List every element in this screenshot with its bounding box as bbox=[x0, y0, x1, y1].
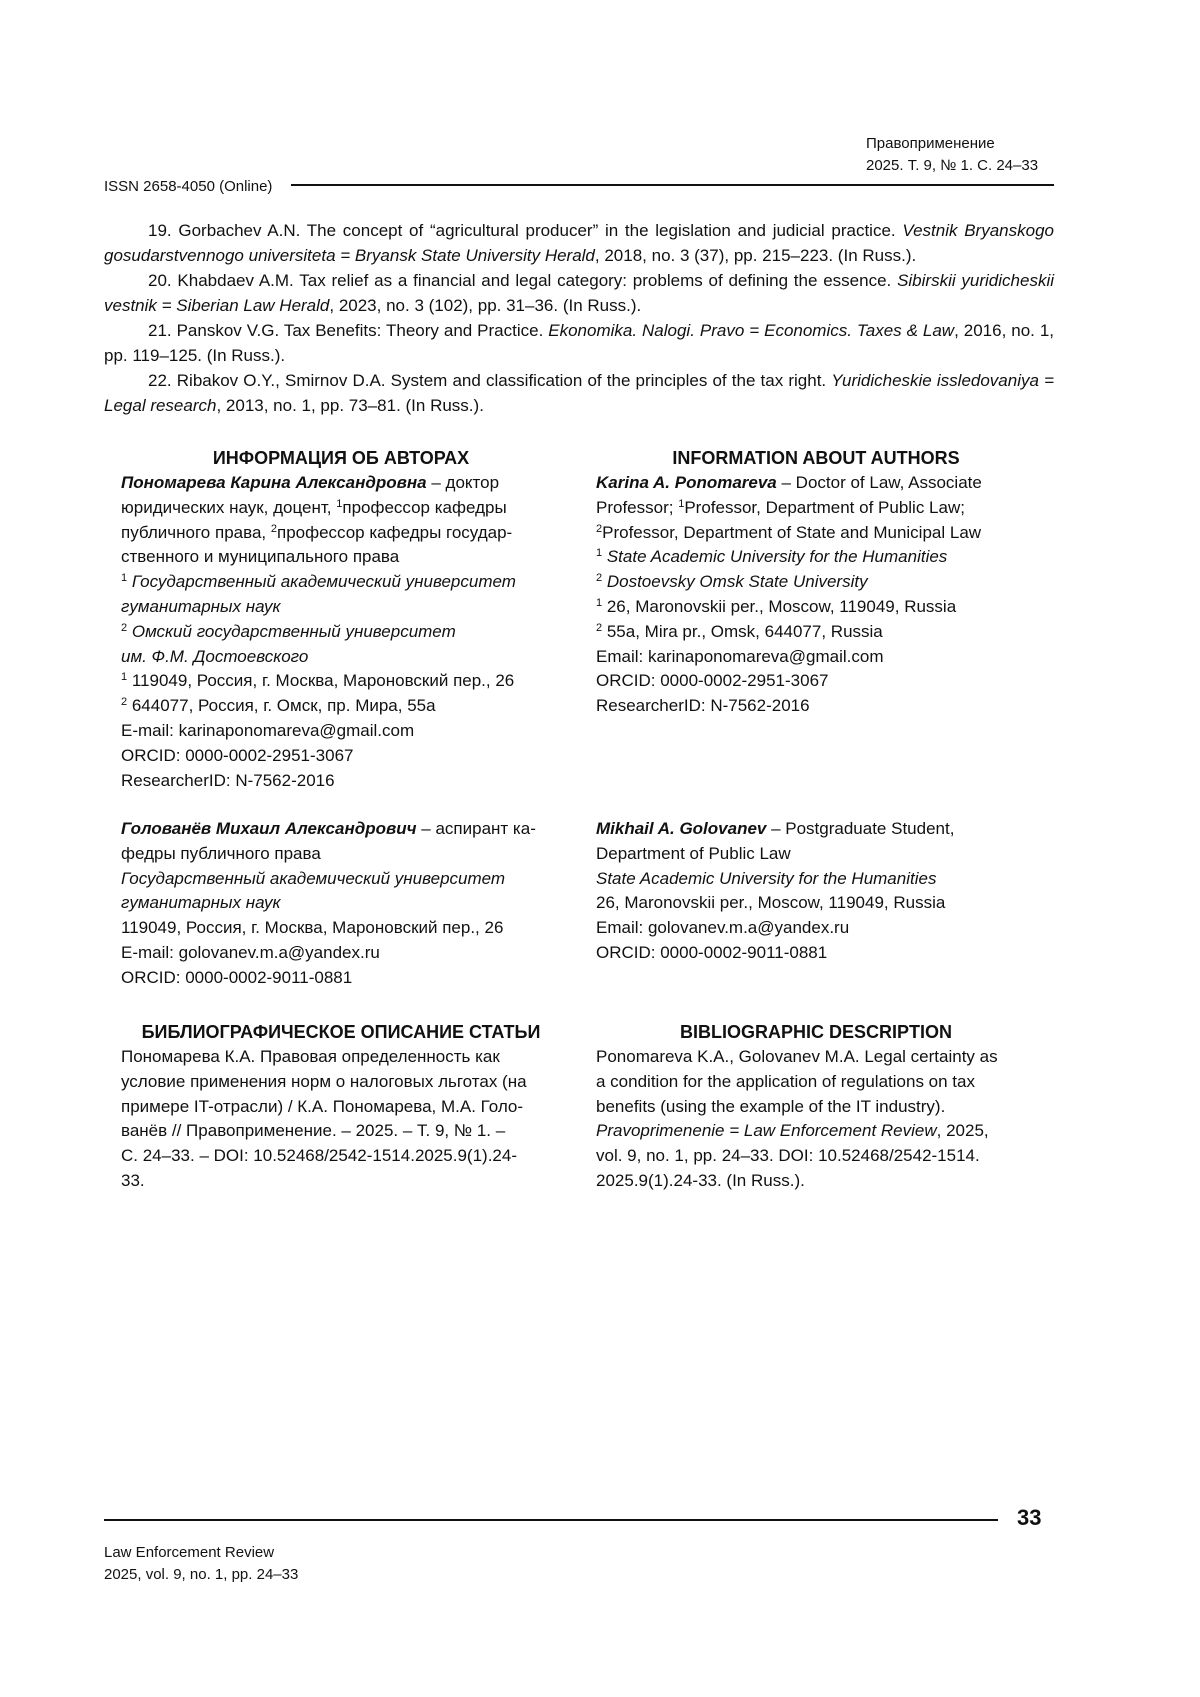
author-researcher-id: ResearcherID: N-7562-2016 bbox=[121, 770, 335, 790]
bibliographic-description-en: BIBLIOGRAPHIC DESCRIPTION Ponomareva K.A., Golovanev M.A. Legal certainty as a condition for the application of regulations on tax benefits (using the example of the IT industry). Pravoprimenenie = Law Enforcement Review, 2025, vol. 9, no. 1, pp. 24–33. DOI: 10.52468/2542-1514. 2025.9(1).24-33. (In Russ.). bbox=[596, 1019, 1036, 1194]
issue-info-ru: 2025. Т. 9, № 1. С. 24–33 bbox=[866, 157, 1039, 174]
author-name: Голованёв Михаил Александрович bbox=[121, 819, 417, 838]
section-heading: ИНФОРМАЦИЯ ОБ АВТОРАХ bbox=[212, 448, 470, 468]
reference-item: 21. Panskov V.G. Tax Benefits: Theory and Practice. Ekonomika. Nalogi. Pravo = Economics. Taxes & Law, 2016, no. 1, pp. 119–125. (In Russ.). bbox=[104, 321, 1054, 365]
authors-info-ru bbox=[121, 445, 561, 793]
author-email: Email: karinaponomareva@gmail.com bbox=[596, 646, 884, 666]
reference-item: 22. Ribakov O.Y., Smirnov D.A. System and classification of the principles of the tax right. Yuridicheskie issledovaniya = Legal research, 2013, no. 1, pp. 73–81. (In Russ.). bbox=[104, 371, 1055, 415]
author-block: Голованёв Михаил Александрович – аспирант ка- федры публичного права Государственный академический университет гуманитарных наук 119049, Россия, г. Москва, Мароновский пер., 26 E-mail: golovanev.m.a@yandex.ru ORCID: 0000-0002-9011-0881 bbox=[121, 817, 561, 991]
author-researcher-id: ResearcherID: N-7562-2016 bbox=[596, 696, 810, 716]
author-name: Mikhail A. Golovanev bbox=[596, 819, 767, 838]
reference-item: 20. Khabdaev A.M. Tax relief as a financial and legal category: problems of defining the essence. Sibirskii yuridicheskii vestnik = Siberian Law Herald, 2023, no. 3 (102), pp. 31–36. (In Russ.). bbox=[104, 271, 1054, 315]
issn-label: ISSN 2658-4050 (Online) bbox=[104, 178, 273, 195]
header-divider bbox=[291, 184, 1054, 186]
author-block: Пономарева Карина Александровна – доктор юридических наук, доцент, $^1$профессор кафедры публичного права, $^2$профессор кафедры государ- ственного и муниципального права $^1$ Государственный академический университет гуманитарных наук $^2$ Омский государственный университет им. Ф.М. Достоевского $^1$ 119049, Россия, г. Москва, Мароновский пер., 26 $^2$ 644077, Россия, г. Омск, пр. Мира, 55а E-mail: karinaponomareva@gmail.com ORCID: 0000-0002-2951-3067 ResearcherID: N-7562-2016 bbox=[121, 471, 561, 793]
author-block: Mikhail A. Golovanev – Postgraduate Student, Department of Public Law State Academic University for the Humanities 26, Maronovskii per., Moscow, 119049, Russia Email: golovanev.m.a@yandex.ru ORCID: 0000-0002-9011-0881 bbox=[596, 817, 1036, 966]
journal-title-ru: Правоприменение bbox=[866, 135, 995, 152]
author-orcid: ORCID: 0000-0002-2951-3067 bbox=[121, 745, 354, 765]
authors-info-en bbox=[596, 445, 1036, 719]
bibliographic-description-ru: БИБЛИОГРАФИЧЕСКОЕ ОПИСАНИЕ СТАТЬИ Пономарева К.А. Правовая определенность как условие применения норм о налоговых льготах (на примере IT-отрасли) / К.А. Пономарева, М.А. Голо- ванёв // Правоприменение. – 2025. – Т. 9, № 1. – С. 24–33. – DOI: 10.52468/2542-1514.2025.9(1).24- 33. bbox=[121, 1019, 561, 1194]
author-orcid: ORCID: 0000-0002-9011-0881 bbox=[121, 967, 353, 987]
author-email: Email: golovanev.m.a@yandex.ru bbox=[596, 918, 850, 938]
author-orcid: ORCID: 0000-0002-2951-3067 bbox=[596, 671, 829, 691]
author-name: Пономарева Карина Александровна bbox=[121, 473, 427, 492]
section-heading: BIBLIOGRAPHIC DESCRIPTION bbox=[679, 1022, 952, 1042]
issue-info-en: 2025, vol. 9, no. 1, pp. 24–33 bbox=[104, 1566, 299, 1583]
section-heading: INFORMATION ABOUT AUTHORS bbox=[672, 448, 960, 468]
reference-item: 19. Gorbachev A.N. The concept of “agricultural producer” in the legislation and judicial practice. Vestnik Bryanskogo gosudarstvennogo universiteta = Bryansk State University Herald, 2018, no. 3 (37), pp. 215–223. (In Russ.). bbox=[104, 221, 1054, 265]
running-footer-en bbox=[104, 1542, 298, 1586]
running-header-ru bbox=[866, 133, 1038, 177]
author-orcid: ORCID: 0000-0002-9011-0881 bbox=[596, 942, 828, 962]
author-email: E-mail: karinaponomareva@gmail.com bbox=[121, 720, 415, 740]
author-name: Karina A. Ponomareva bbox=[596, 473, 777, 492]
references-list bbox=[104, 218, 1054, 418]
journal-title-en: Law Enforcement Review bbox=[104, 1544, 275, 1561]
author-block: Karina A. Ponomareva – Doctor of Law, Associate Professor; $^1$Professor, Department of Public Law; $^2$Professor, Department of State and Municipal Law $^1$ State Academic University for the Humanities $^2$ Dostoevsky Omsk State University $^1$ 26, Maronovskii per., Moscow, 119049, Russia $^2$ 55a, Mira pr., Omsk, 644077, Russia Email: karinaponomareva@gmail.com ORCID: 0000-0002-2951-3067 ResearcherID: N-7562-2016 bbox=[596, 471, 1036, 719]
section-heading: БИБЛИОГРАФИЧЕСКОЕ ОПИСАНИЕ СТАТЬИ bbox=[141, 1022, 541, 1042]
footer-divider bbox=[104, 1519, 998, 1521]
author-email: E-mail: golovanev.m.a@yandex.ru bbox=[121, 942, 380, 962]
page-number: 33 bbox=[1017, 1505, 1042, 1530]
